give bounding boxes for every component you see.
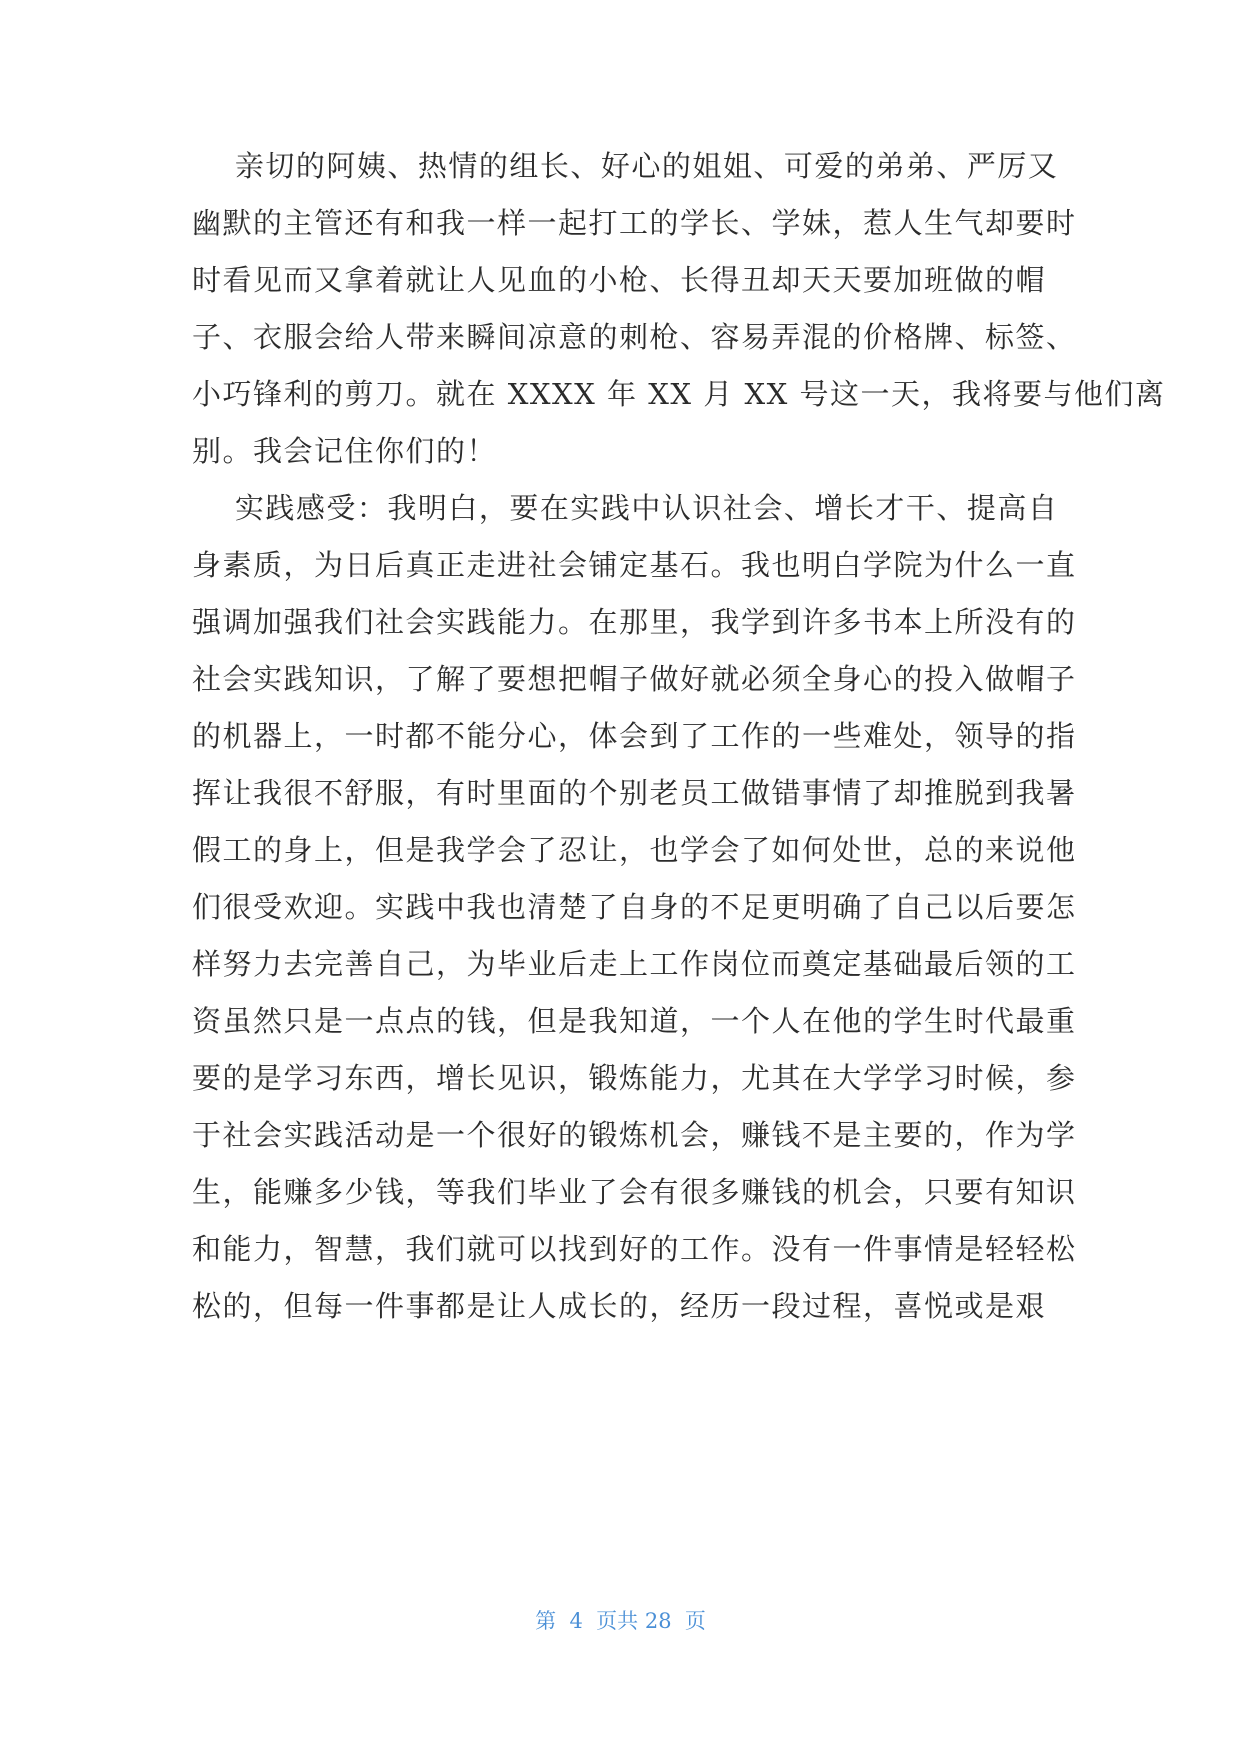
body-text-line: 实践感受：我明白，要在实践中认识社会、增长才干、提高自 — [192, 491, 1059, 525]
body-text-line: 幽默的主管还有和我一样一起打工的学长、学妹，惹人生气却要时 — [192, 206, 1077, 240]
body-text-line: 生，能赚多少钱，等我们毕业了会有很多赚钱的机会，只要有知识 — [192, 1175, 1077, 1209]
body-text-line: 于社会实践活动是一个很好的锻炼机会，赚钱不是主要的，作为学 — [192, 1118, 1077, 1152]
body-text-line: 的机器上，一时都不能分心，体会到了工作的一些难处，领导的指 — [192, 719, 1077, 753]
body-text-line: 们很受欢迎。实践中我也清楚了自身的不足更明确了自己以后要怎 — [192, 890, 1077, 924]
body-text-line: 小巧锋利的剪刀。就在 XXXX 年 XX 月 XX 号这一天，我将要与他们离 — [192, 377, 1166, 411]
body-text-line: 要的是学习东西，增长见识，锻炼能力，尤其在大学学习时候，参 — [192, 1061, 1077, 1095]
body-text-line: 挥让我很不舒服，有时里面的个别老员工做错事情了却推脱到我暑 — [192, 776, 1077, 810]
body-text-line: 亲切的阿姨、热情的组长、好心的姐姐、可爱的弟弟、严厉又 — [192, 149, 1059, 183]
page-number-footer: 第 4 页共 28 页 — [535, 1609, 706, 1633]
body-text-line: 社会实践知识，了解了要想把帽子做好就必须全身心的投入做帽子 — [192, 662, 1077, 696]
body-text-line: 别。我会记住你们的！ — [192, 434, 498, 468]
body-text-line: 松的，但每一件事都是让人成长的，经历一段过程，喜悦或是艰 — [192, 1289, 1047, 1323]
body-text-line: 样努力去完善自己，为毕业后走上工作岗位而奠定基础最后领的工 — [192, 947, 1077, 981]
body-text-line: 子、衣服会给人带来瞬间凉意的刺枪、容易弄混的价格牌、标签、 — [192, 320, 1077, 354]
body-text-line: 身素质，为日后真正走进社会铺定基石。我也明白学院为什么一直 — [192, 548, 1077, 582]
body-text-line: 时看见而又拿着就让人见血的小枪、长得丑却天天要加班做的帽 — [192, 263, 1047, 297]
body-text-line: 假工的身上，但是我学会了忍让，也学会了如何处世，总的来说他 — [192, 833, 1077, 867]
body-text-line: 和能力，智慧，我们就可以找到好的工作。没有一件事情是轻轻松 — [192, 1232, 1077, 1266]
body-text-line: 强调加强我们社会实践能力。在那里，我学到许多书本上所没有的 — [192, 605, 1077, 639]
body-text-line: 资虽然只是一点点的钱，但是我知道，一个人在他的学生时代最重 — [192, 1004, 1077, 1038]
